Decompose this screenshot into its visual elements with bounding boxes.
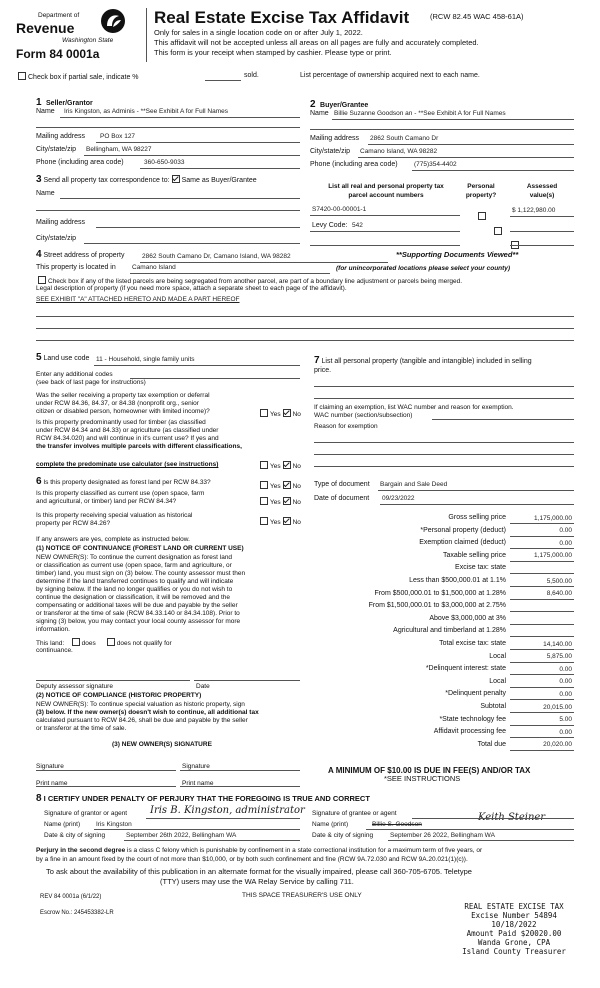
see-instructions-note: *SEE INSTRUCTIONS <box>384 774 461 783</box>
notice-compliance-4: or transferor at the time of sale. <box>36 725 127 732</box>
buyer-mail-label: Mailing address <box>310 135 360 142</box>
calc-value[interactable]: 0.00 <box>559 690 572 698</box>
s3-city-label: City/state/zip <box>36 235 77 242</box>
exemption-q-2: under RCW 84.36, 84.37, or 84.38 (nonprofit org., senior <box>36 400 199 407</box>
notice-compliance-heading: (2) NOTICE OF COMPLIANCE (HISTORIC PROPERTY) <box>36 692 202 699</box>
state-label: Washington State <box>62 37 114 44</box>
agency-name: Revenue <box>16 20 75 36</box>
continuance-label: continuance. <box>36 647 73 654</box>
grantee-name-field[interactable]: Billie S. Goodson <box>372 821 422 828</box>
forest-no-checkbox[interactable] <box>283 481 291 489</box>
perjury-line-2: by a fine in an amount fixed by the court of not more than $10,000, or by both such confinement and fine (RCW 9A.72.030 and RCW 9A.20.021(1)(c)). <box>36 856 468 863</box>
segregation-row: Check box if any of the listed parcels are being segregated from another parcel, are part of a boundary line adjustment or parcels being merged. <box>36 276 462 286</box>
notice-compliance-1: NEW OWNER(S): To continue special valuation as historic property, sign <box>36 701 245 708</box>
calc-label: Agricultural and timberland at 1.28% <box>393 627 506 635</box>
parcel-header-2: parcel account numbers <box>348 192 424 199</box>
calc-value[interactable]: 0.00 <box>559 728 572 736</box>
owner-print-name-2-label: Print name <box>182 780 214 787</box>
calc-label: *Personal property (deduct) <box>420 526 506 534</box>
stamp-line: Wanda Grone, CPA <box>477 938 551 947</box>
timber-q-2: under RCW 84.34 and 84.33) or agriculture (as classified under <box>36 427 219 434</box>
land-does-not-checkbox[interactable] <box>107 638 115 646</box>
grantor-signature-label: Signature of grantor or agent <box>44 810 128 817</box>
grantee-signature-label: Signature of grantee or agent <box>312 810 397 817</box>
stamp-line: Island County Treasurer <box>462 947 566 956</box>
header-line-2: This affidavit will not be accepted unless all areas on all pages are fully and accurately completed. <box>154 38 479 47</box>
notice-compliance-2: (3) below. If the new owner(s) doesn't wish to continue, all additional tax <box>36 709 259 716</box>
calc-label: Total excise tax: state <box>439 640 506 647</box>
personal-property-checkbox-1[interactable] <box>478 212 486 220</box>
wac-number-label: WAC number (section/subsection) <box>314 412 413 419</box>
seller-name-label: Name <box>36 108 55 115</box>
notice-continuance-6: continue the designation or classification, it will be removed and the <box>36 594 231 601</box>
legal-description-label: Legal description of property (if you need more space, attach a separate sheet to each page of the affidavit). <box>36 285 347 292</box>
dept-label: Department of <box>38 12 80 19</box>
seller-city-field[interactable]: Bellingham, WA 98227 <box>86 146 152 153</box>
additional-codes-note: (see back of last page for instructions) <box>36 379 146 386</box>
notice-continuance-7: compensating or additional taxes will be due and payable by the seller <box>36 602 238 609</box>
notice-continuance-10: information. <box>36 626 70 633</box>
personal-header-2: property? <box>465 192 497 199</box>
buyer-mail-field[interactable]: 2862 South Camano Dr <box>370 135 439 142</box>
buyer-name-label: Name <box>310 110 329 117</box>
personal-property-checkbox-2[interactable] <box>494 227 502 235</box>
new-owner-signature-heading: (3) NEW OWNER(S) SIGNATURE <box>112 741 212 748</box>
buyer-city-field[interactable]: Camano Island, WA 98282 <box>360 148 438 155</box>
owner-print-name-1-label: Print name <box>36 780 68 787</box>
historic-q-2: property per RCW 84.26? <box>36 520 111 527</box>
seller-phone-label: Phone (including area code) <box>36 159 124 166</box>
calc-label: Less than $500,000.01 at 1.1% <box>409 577 506 584</box>
accessibility-line-1: To ask about the availability of this publication in an alternate format for the visually impaired, please call 360-705-6705. Teletype <box>46 867 472 876</box>
same-as-buyer-checkbox[interactable] <box>172 175 180 183</box>
forest-yes-checkbox[interactable] <box>260 481 268 489</box>
forest-yes-no: Yes No <box>258 481 301 491</box>
calc-value[interactable]: 5,875.00 <box>546 653 572 661</box>
historic-q-1: Is this property receiving special valuation as historical <box>36 512 193 519</box>
seller-mail-label: Mailing address <box>36 133 86 140</box>
grantor-date-field[interactable]: September 26th 2022, Bellingham WA <box>126 832 237 839</box>
street-address-field[interactable]: 2862 South Camano Dr, Camano Island, WA 98282 <box>142 253 291 260</box>
grantee-date-field[interactable]: September 26 2022, Bellingham WA <box>390 832 495 839</box>
additional-codes-label: Enter any additional codes <box>36 371 113 378</box>
seller-mail-field[interactable]: PO Box 127 <box>100 133 136 140</box>
timber-no-checkbox[interactable] <box>283 461 291 469</box>
stamp-line: Excise Number 54894 <box>471 911 557 920</box>
land-use-field[interactable]: 11 - Household, single family units <box>96 356 195 363</box>
calc-value[interactable]: 0.00 <box>559 539 572 547</box>
current-use-yes-checkbox[interactable] <box>260 497 268 505</box>
parcel-header-1: List all real and personal property tax <box>328 183 444 190</box>
street-address-label: 4 Street address of property <box>36 249 125 260</box>
timber-yes-no: Yes No <box>258 461 301 471</box>
seller-city-label: City/state/zip <box>36 146 77 153</box>
calc-label: From $500,000.01 to $1,500,000 at 1.28% <box>374 589 506 597</box>
calc-value[interactable]: 20,015.00 <box>543 703 572 711</box>
calc-value[interactable]: 0.00 <box>559 678 572 686</box>
buyer-phone-field[interactable]: (775)354-4402 <box>414 161 457 168</box>
s3-mail-label: Mailing address <box>36 219 86 226</box>
partial-sale-row: Check box if partial sale, indicate % <box>16 72 139 82</box>
grantee-date-label: Date & city of signing <box>312 832 374 839</box>
exemption-q-1: Was the seller receiving a property tax exemption or deferral <box>36 392 210 399</box>
timber-q-1: Is this property predominantly used for timber (as classified <box>36 419 206 426</box>
land-does-checkbox[interactable] <box>72 638 80 646</box>
notice-continuance-9: signing (3) below, you may contact your local county assessor for more <box>36 618 241 625</box>
perjury-line-1: Perjury in the second degree is a class C felony which is punishable by confinement in a state correctional institution for a maximum term of five years, or <box>36 847 483 854</box>
assessed-header-2: value(s) <box>529 192 555 199</box>
deputy-assessor-label: Deputy assessor signature <box>36 683 113 690</box>
partial-sale-checkbox[interactable] <box>18 72 26 80</box>
calc-label: Local <box>489 677 506 685</box>
form-ref: (RCW 82.45 WAC 458-61A) <box>430 12 524 21</box>
grantee-name-label: Name (print) <box>312 821 349 828</box>
calc-label: Taxable selling price <box>442 551 506 559</box>
legal-description-field[interactable]: SEE EXHIBIT "A" ATTACHED HERETO AND MADE A PART HEREOF <box>36 296 240 303</box>
buyer-city-label: City/state/zip <box>310 148 351 155</box>
buyer-phone-label: Phone (including area code) <box>310 161 398 168</box>
revenue-logo-icon <box>100 8 126 34</box>
location-field[interactable]: Camano Island <box>132 264 176 271</box>
treasurer-stamp <box>444 902 584 956</box>
grantor-name-field[interactable]: Iris Kingston <box>96 821 132 828</box>
personal-property-label: 7 List all personal property (tangible and intangible) included in selling <box>314 355 532 366</box>
calc-label: Exemption claimed (deduct) <box>419 539 506 547</box>
assessed-header-1: Assessed <box>526 183 558 190</box>
current-use-yes-no: Yes No <box>258 497 301 507</box>
document-date-label: Date of document <box>314 495 370 502</box>
exemption-yes-no: Yes No <box>258 409 301 419</box>
certification-heading: 8 I CERTIFY UNDER PENALTY OF PERJURY THAT THE FOREGOING IS TRUE AND CORRECT <box>36 793 370 804</box>
assessed-value[interactable]: $ 1,122,980.00 <box>512 207 556 214</box>
calc-label: Subtotal <box>480 703 506 710</box>
escrow-number: Escrow No.: 245453382-LR <box>40 910 114 916</box>
current-use-q-1: Is this property classified as current use (open space, farm <box>36 490 205 497</box>
levy-code-label: Levy Code: <box>312 222 348 229</box>
buyer-heading: 2 Buyer/Grantee <box>310 99 369 110</box>
segregation-checkbox[interactable] <box>38 276 46 284</box>
calc-label: From $1,500,000.01 to $3,000,000 at 2.75% <box>368 602 506 610</box>
document-date-field[interactable]: 09/23/2022 <box>382 495 415 502</box>
exemption-claim-label: If claiming an exemption, list WAC number and reason for exemption. <box>314 404 514 411</box>
calc-label: Excise tax: state <box>455 564 506 572</box>
parcel-account-number[interactable]: S7420-00-00001-1 <box>312 206 367 213</box>
instructions-note: If any answers are yes, complete as instructed below. <box>36 536 190 543</box>
grantor-name-label: Name (print) <box>44 821 81 828</box>
treasurer-use-label: THIS SPACE TREASURER'S USE ONLY <box>242 892 362 899</box>
owner-signature-2-label: Signature <box>182 763 210 770</box>
notice-continuance-4: determine if the land transferred continues to qualify and will indicate <box>36 578 234 585</box>
accessibility-line-2: (TTY) users may use the WA Relay Service by calling 711. <box>160 877 354 886</box>
notice-continuance-heading: (1) NOTICE OF CONTINUANCE (FOREST LAND OR CURRENT USE) <box>36 545 244 552</box>
calc-label: Local <box>489 652 506 660</box>
land-use-label: 5 Land use code <box>36 352 90 363</box>
historic-no-checkbox[interactable] <box>283 517 291 525</box>
minimum-fee-note: A MINIMUM OF $10.00 IS DUE IN FEE(S) AND/OR TAX <box>328 766 531 775</box>
land-qualify-row: This land: does does not qualify for <box>36 640 172 647</box>
calc-label: Total due <box>477 740 506 748</box>
calc-value[interactable]: 20,020.00 <box>543 741 572 749</box>
calc-label: *State technology fee <box>439 715 506 723</box>
header-line-3: This form is your receipt when stamped by cashier. Please type or print. <box>154 48 392 57</box>
document-type-label: Type of document <box>314 481 370 488</box>
calc-value[interactable]: 1,175,000.00 <box>534 552 572 560</box>
calc-value[interactable]: 8,640.00 <box>546 590 572 598</box>
notice-continuance-3: timber) land, you must sign on (3) below. The county assessor must then <box>36 570 246 577</box>
calc-label: *Delinquent penalty <box>445 690 506 698</box>
exemption-reason-label: Reason for exemption <box>314 423 378 430</box>
calc-value[interactable]: 14,140.00 <box>543 640 572 648</box>
ownership-note: List percentage of ownership acquired next to each name. <box>300 72 480 79</box>
current-use-q-2: and agricultural, or timber) land per RCW 84.34? <box>36 498 177 505</box>
exemption-q-3: citizen or disabled person, homeowner with limited income)? <box>36 408 210 415</box>
form-title: Real Estate Excise Tax Affidavit <box>154 8 410 27</box>
levy-code-field[interactable]: 542 <box>352 222 363 229</box>
notice-continuance-8: or transferor at the time of sale (RCW 84.33.140 or 84.34.108). Prior to <box>36 610 240 617</box>
historic-yes-checkbox[interactable] <box>260 517 268 525</box>
calc-label: Affidavit processing fee <box>433 728 506 736</box>
calc-value[interactable]: 5,500.00 <box>546 577 572 585</box>
seller-heading: 1 Seller/Grantor <box>36 97 93 108</box>
calc-label: *Delinquent interest: state <box>425 665 506 673</box>
sold-label: sold. <box>244 72 259 79</box>
stamp-line: 10/18/2022 <box>491 920 537 929</box>
form-revision: REV 84 0001a (6/1/22) <box>40 894 102 900</box>
grantor-signature[interactable]: Iris B. Kingston, administrator <box>150 805 305 816</box>
buyer-name-field[interactable]: Billie Suzanne Goodson an - **See Exhibit A for Full Names <box>334 110 506 117</box>
personal-property-label-2: price. <box>314 367 332 374</box>
deputy-date-label: Date <box>196 683 210 690</box>
owner-signature-1-label: Signature <box>36 763 64 770</box>
calc-value[interactable]: 0.00 <box>559 527 572 535</box>
timber-q-4: the transfer involves multiple parcels with different classifications, <box>36 443 242 450</box>
calc-value[interactable]: 0.00 <box>559 665 572 673</box>
timber-yes-checkbox[interactable] <box>260 461 268 469</box>
header-line-1: Only for sales in a single location code on or after July 1, 2022. <box>154 28 363 37</box>
stamp-line: REAL ESTATE EXCISE TAX <box>464 902 564 911</box>
exemption-no-checkbox[interactable] <box>283 409 291 417</box>
notice-continuance-1: NEW OWNER(S): To continue the current designation as forest land <box>36 554 233 561</box>
grantor-date-label: Date & city of signing <box>44 832 106 839</box>
form-number: Form 84 0001a <box>16 47 100 61</box>
grantee-signature[interactable]: Keith Steiner <box>478 812 546 823</box>
notice-continuance-2: or classification as current use (open space, farm and agriculture, or <box>36 562 232 569</box>
s3-name-label: Name <box>36 190 55 197</box>
location-label: This property is located in <box>36 264 116 271</box>
timber-q-3: RCW 84.34.020) and will continue in it's current use? If yes and <box>36 435 219 442</box>
current-use-no-checkbox[interactable] <box>283 497 291 505</box>
calc-value[interactable]: 1,175,000.00 <box>534 514 572 522</box>
forest-land-q: 6 Is this property designated as forest land per RCW 84.33? <box>36 476 211 487</box>
notice-continuance-5: by signing below. If the land no longer qualifies or you do not wish to <box>36 586 233 593</box>
seller-name-field[interactable]: Iris Kingston, as Adminis - **See Exhibit A for Full Names <box>64 108 229 115</box>
timber-q-5: complete the predominate use calculator (see instructions) <box>36 461 219 468</box>
notice-compliance-3: calculated pursuant to RCW 84.26, shall be due and payable by the seller <box>36 717 248 724</box>
unincorporated-note: (for unincorporated locations please select your county) <box>336 265 511 272</box>
historic-yes-no: Yes No <box>258 517 301 527</box>
seller-phone-field[interactable]: 360-650-9033 <box>144 159 185 166</box>
stamp-line: Amount Paid $20020.00 <box>466 929 562 938</box>
calc-label: Gross selling price <box>448 514 506 521</box>
calc-value[interactable]: 5.00 <box>559 716 572 724</box>
document-type-field[interactable]: Bargain and Sale Deed <box>380 481 448 488</box>
correspondence-row: 3 Send all property tax correspondence to: Same as Buyer/Grantee <box>36 174 257 185</box>
calc-label: Above $3,000,000 at 3% <box>429 614 506 622</box>
personal-header-1: Personal <box>467 183 495 190</box>
supporting-docs-note: **Supporting Documents Viewed** <box>396 250 519 259</box>
exemption-yes-checkbox[interactable] <box>260 409 268 417</box>
